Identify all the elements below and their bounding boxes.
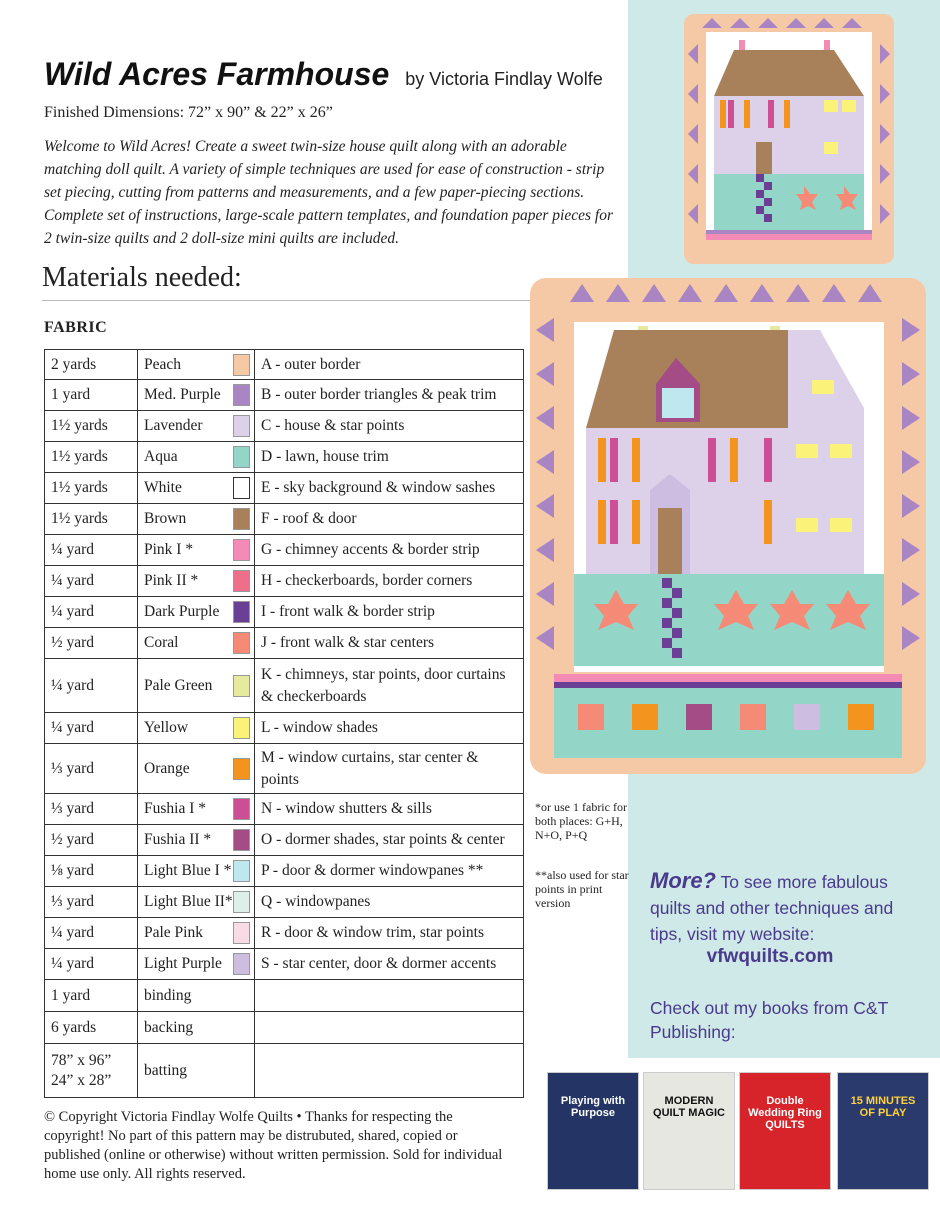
fabric-color-name: Med. Purple (144, 386, 221, 403)
fabric-usage (255, 1012, 524, 1044)
fabric-color (138, 411, 255, 442)
book-title-4: 15 MINUTES OF PLAY (850, 1095, 916, 1119)
fabric-color (138, 856, 255, 887)
fabric-color (138, 887, 255, 918)
fabric-quantity: 1 yard (45, 380, 138, 411)
fabric-color (138, 794, 255, 825)
color-swatch (233, 477, 250, 499)
fabric-quantity: 1½ yards (45, 442, 138, 473)
fabric-color-name: Light Purple (144, 955, 222, 972)
fabric-row (45, 744, 524, 794)
fabric-color-name: White (144, 479, 182, 496)
fabric-color (138, 980, 255, 1012)
fabric-row (45, 442, 524, 473)
more-promo (650, 868, 920, 947)
fabric-usage: I - front walk & border strip (255, 597, 524, 628)
fabric-row (45, 659, 524, 713)
fabric-quantity: ½ yard (45, 628, 138, 659)
fabric-color-name: Fushia I * (144, 800, 206, 817)
intro-paragraph: Welcome to Wild Acres! Create a sweet twin-size house quilt along with an adorable matching doll quilt. A variety of simple techniques are used for ease of construction - strip set piecing, cutting from patterns and measurements, and a few paper-piecing sections. Complete set of instructions, large-scale pattern templates, and foundation paper pieces for 2 twin-size quilts and 2 doll-size mini quilts are included. (44, 138, 613, 247)
fabric-quantity: 78” x 96” 24” x 28” (45, 1044, 138, 1098)
color-swatch (233, 953, 250, 975)
fabric-quantity: ⅓ yard (45, 744, 138, 794)
fabric-row (45, 794, 524, 825)
book-title-1: Playing with Purpose (560, 1095, 626, 1119)
book-cover-2[interactable] (643, 1072, 735, 1190)
fabric-color-name: batting (144, 1061, 188, 1079)
fabric-row (45, 504, 524, 535)
color-swatch (233, 717, 250, 739)
materials-heading: Materials needed: (42, 262, 242, 293)
doll-quilt-image (684, 14, 894, 264)
fabric-usage: A - outer border (255, 350, 524, 380)
color-swatch (233, 632, 250, 654)
twin-quilt-image (530, 278, 926, 774)
fabric-color-name: backing (144, 1018, 194, 1036)
fabric-usage: K - chimneys, star points, door curtains & checkerboards (255, 659, 524, 713)
fabric-color (138, 1044, 255, 1098)
fabric-usage: F - roof & door (255, 504, 524, 535)
fabric-heading: FABRIC (44, 319, 108, 336)
fabric-color (138, 473, 255, 504)
color-swatch (233, 860, 250, 882)
fabric-usage: N - window shutters & sills (255, 794, 524, 825)
fabric-color (138, 1012, 255, 1044)
fabric-quantity: ⅓ yard (45, 887, 138, 918)
fabric-usage (255, 1044, 524, 1098)
fabric-color (138, 504, 255, 535)
fabric-usage: B - outer border triangles & peak trim (255, 380, 524, 411)
color-swatch (233, 415, 250, 437)
book-title-2: MODERN QUILT MAGIC (653, 1095, 725, 1119)
fabric-usage: O - dormer shades, star points & center (255, 825, 524, 856)
color-swatch (233, 798, 250, 820)
fabric-row (45, 350, 524, 380)
fabric-row (45, 825, 524, 856)
color-swatch (233, 601, 250, 623)
fabric-row (45, 380, 524, 411)
book-cover-3[interactable] (739, 1072, 831, 1190)
fabric-quantity: 2 yards (45, 350, 138, 380)
fabric-quantity: ¼ yard (45, 566, 138, 597)
fabric-quantity: ¼ yard (45, 949, 138, 980)
fabric-usage: J - front walk & star centers (255, 628, 524, 659)
fabric-usage: Q - windowpanes (255, 887, 524, 918)
fabric-color-name: Fushia II * (144, 831, 212, 848)
fabric-color-name: Yellow (144, 719, 189, 736)
fabric-color (138, 380, 255, 411)
color-swatch (233, 891, 250, 913)
fabric-quantity: ¼ yard (45, 659, 138, 713)
color-swatch (233, 539, 250, 561)
website-link[interactable]: vfwquilts.com (706, 946, 834, 967)
fabric-row (45, 980, 524, 1012)
print-version-note: **also used for star points in print version (535, 868, 629, 910)
fabric-usage (255, 980, 524, 1012)
fabric-color (138, 350, 255, 380)
fabric-row (45, 628, 524, 659)
fabric-quantity: ¼ yard (45, 597, 138, 628)
fabric-row (45, 918, 524, 949)
fabric-color-name: Pale Pink (144, 924, 203, 941)
fabric-color (138, 659, 255, 713)
fabric-row (45, 1012, 524, 1044)
fabric-quantity: ½ yard (45, 825, 138, 856)
color-swatch (233, 446, 250, 468)
fabric-quantity: ⅓ yard (45, 794, 138, 825)
fabric-color-name: Brown (144, 510, 187, 527)
fabric-quantity: 1½ yards (45, 473, 138, 504)
fabric-row (45, 856, 524, 887)
fabric-usage: H - checkerboards, border corners (255, 566, 524, 597)
books-promo: Check out my books from C&T Publishing: (650, 998, 888, 1042)
color-swatch (233, 570, 250, 592)
fabric-quantity: 1½ yards (45, 411, 138, 442)
fabric-usage: D - lawn, house trim (255, 442, 524, 473)
book-title-3: Double Wedding Ring QUILTS (748, 1095, 822, 1131)
fabric-color-name: Lavender (144, 417, 203, 434)
fabric-usage: P - door & dormer windowpanes ** (255, 856, 524, 887)
fabric-row (45, 566, 524, 597)
color-swatch (233, 354, 250, 376)
fabric-row (45, 597, 524, 628)
color-swatch (233, 675, 250, 697)
fabric-color (138, 535, 255, 566)
fabric-row (45, 1044, 524, 1098)
fabric-row (45, 473, 524, 504)
fabric-color-name: Aqua (144, 448, 178, 465)
fabric-quantity: ¼ yard (45, 713, 138, 744)
fabric-color-name: Orange (144, 759, 190, 777)
color-swatch (233, 922, 250, 944)
fabric-color-name: Dark Purple (144, 603, 220, 620)
fabric-usage: S - star center, door & dormer accents (255, 949, 524, 980)
fabric-color (138, 744, 255, 794)
fabric-color-name: Light Blue II* (144, 893, 233, 910)
fabric-color-name: Pink II * (144, 572, 199, 589)
more-text: To see more fabulous quilts and other techniques and tips, visit my website: (650, 872, 894, 944)
copyright-notice: © Copyright Victoria Findlay Wolfe Quilts • Thanks for respecting the copyright! No part of this pattern may be distrubuted, shared, copied or published (online or otherwise) without written permission. Sold for individual home use only. All rights reserved. (44, 1109, 503, 1182)
fabric-color (138, 628, 255, 659)
book-cover-1[interactable] (547, 1072, 639, 1190)
fabric-quantity: 1½ yards (45, 504, 138, 535)
fabric-color (138, 442, 255, 473)
fabric-row (45, 535, 524, 566)
color-swatch (233, 829, 250, 851)
fabric-quantity: 6 yards (45, 1012, 138, 1044)
fabric-usage: L - window shades (255, 713, 524, 744)
fabric-quantity: 1 yard (45, 980, 138, 1012)
one-fabric-note: *or use 1 fabric for both places: G+H, N+O, P+Q (535, 800, 627, 842)
color-swatch (233, 508, 250, 530)
fabric-row (45, 949, 524, 980)
fabric-color (138, 825, 255, 856)
fabric-table (44, 349, 524, 1098)
fabric-color (138, 713, 255, 744)
fabric-color (138, 918, 255, 949)
fabric-color-name: Pink I * (144, 541, 194, 558)
fabric-color-name: Peach (144, 355, 182, 373)
fabric-color (138, 597, 255, 628)
fabric-quantity: ¼ yard (45, 535, 138, 566)
fabric-color-name: Pale Green (144, 676, 213, 694)
fabric-usage: G - chimney accents & border strip (255, 535, 524, 566)
fabric-usage: E - sky background & window sashes (255, 473, 524, 504)
page-title: Wild Acres Farmhouse (44, 56, 390, 92)
fabric-color (138, 566, 255, 597)
fabric-color (138, 949, 255, 980)
fabric-usage: C - house & star points (255, 411, 524, 442)
color-swatch (233, 384, 250, 406)
fabric-row (45, 713, 524, 744)
fabric-quantity: ⅛ yard (45, 856, 138, 887)
finished-dimensions: Finished Dimensions: 72” x 90” & 22” x 26” (44, 104, 333, 121)
author-byline: by Victoria Findlay Wolfe (405, 69, 603, 89)
fabric-color-name: Light Blue I * (144, 862, 232, 879)
fabric-row (45, 411, 524, 442)
color-swatch (233, 758, 250, 780)
book-cover-4[interactable] (837, 1072, 929, 1190)
fabric-row (45, 887, 524, 918)
more-label: More? (650, 868, 716, 893)
fabric-quantity: ¼ yard (45, 918, 138, 949)
fabric-usage: R - door & window trim, star points (255, 918, 524, 949)
fabric-color-name: binding (144, 986, 192, 1004)
fabric-color-name: Coral (144, 634, 179, 651)
title-row (44, 56, 624, 93)
fabric-usage: M - window curtains, star center & points (255, 744, 524, 794)
